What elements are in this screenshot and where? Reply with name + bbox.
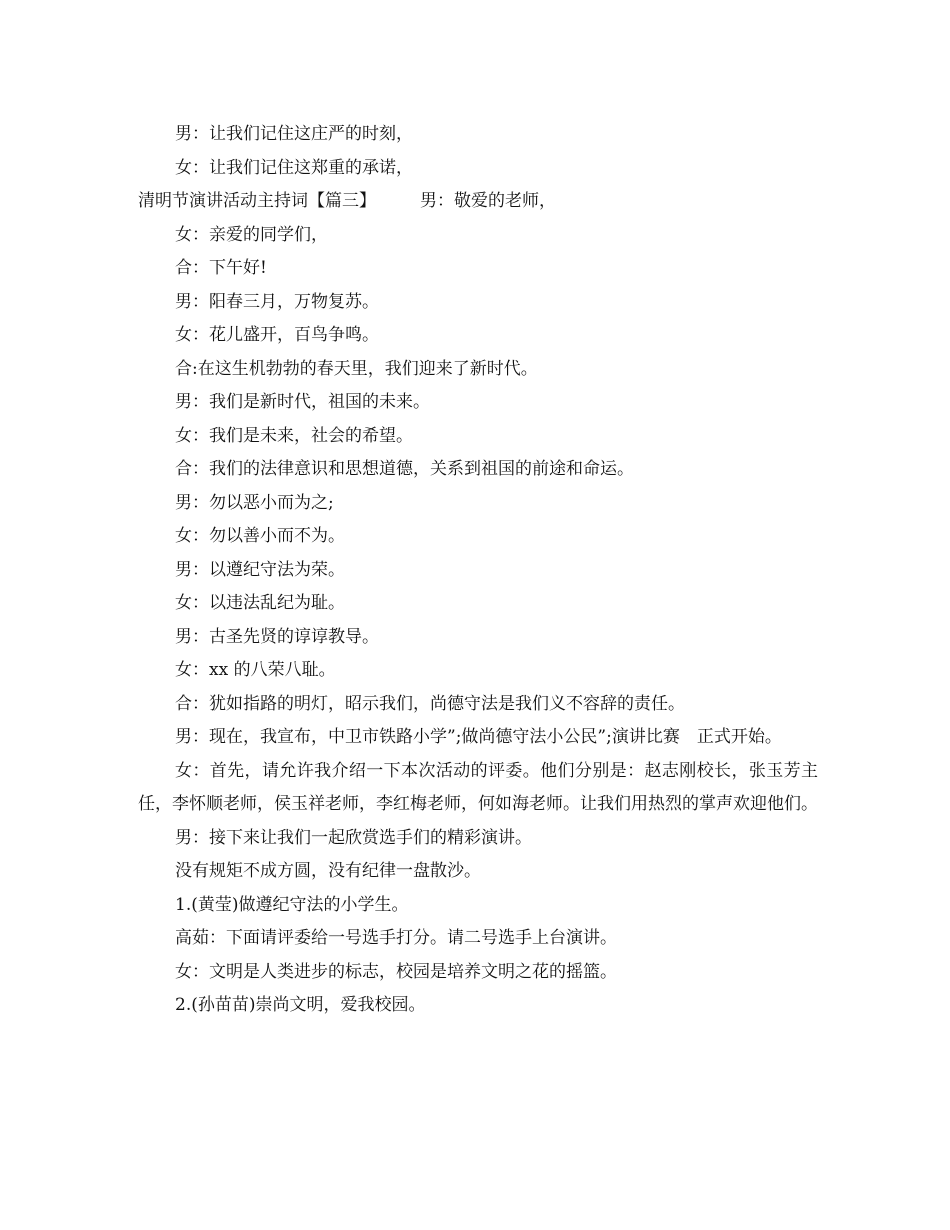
text-line: 女：以违法乱纪为耻。 — [175, 593, 345, 613]
text-line: 没有规矩不成方圆，没有纪律一盘散沙。 — [175, 861, 481, 881]
text-line: 女：让我们记住这郑重的承诺， — [175, 157, 413, 178]
text-line: 男：我们是新时代，祖国的未来。 — [175, 392, 430, 412]
text-line: 高茹：下面请评委给一号选手打分。请二号选手上台演讲。 — [175, 928, 617, 948]
text-line: 合:在这生机勃勃的春天里，我们迎来了新时代。 — [175, 358, 538, 379]
text-line: 男：以遵纪守法为荣。 — [175, 559, 345, 580]
text-line: 男：阳春三月，万物复苏。 — [175, 291, 379, 312]
text-line: 女：亲爱的同学们， — [175, 224, 328, 245]
document-body — [138, 118, 818, 1023]
text-line: 男：让我们记住这庄严的时刻， — [175, 124, 413, 144]
text-line: 2.(孙苗苗)崇尚文明，爱我校园。 — [175, 995, 426, 1015]
text-line: 女：文明是人类进步的标志，校园是培养文明之花的摇篮。 — [175, 961, 617, 982]
section-heading-line — [138, 185, 818, 219]
text-line: 女：xx 的八荣八耻。 — [175, 660, 336, 680]
text-line: 合：下午好! — [175, 258, 267, 278]
paragraph-judges: 女：首先，请允许我介绍一下本次活动的评委。他们分别是：赵志刚校长，张玉芳主任，李怀顺老师，侯玉祥老师，李红梅老师，何如海老师。让我们用热烈的掌声欢迎他们。 — [138, 760, 818, 814]
text-line: 女：勿以善小而不为。 — [175, 526, 345, 546]
text-line: 女：我们是未来，社会的希望。 — [175, 425, 413, 446]
paragraph-announcement: 男：现在，我宣布，中卫市铁路小学”;做尚德守法小公民”;演讲比赛 正式开始。 — [175, 727, 782, 747]
text-line: 男：接下来让我们一起欣赏选手们的精彩演讲。 — [175, 827, 532, 848]
text-line: 男：勿以恶小而为之; — [175, 492, 334, 513]
text-line: 男：古圣先贤的谆谆教导。 — [175, 626, 379, 647]
section-title: 清明节演讲活动主持词【篇三】 — [138, 191, 376, 211]
text-line: 女：花儿盛开，百鸟争鸣。 — [175, 325, 379, 345]
text-line: 合：我们的法律意识和思想道德，关系到祖国的前途和命运。 — [175, 459, 634, 479]
text-line: 男：敬爱的老师， — [420, 191, 556, 211]
text-line: 1.(黄莹)做遵纪守法的小学生。 — [175, 894, 409, 915]
text-line: 合：犹如指路的明灯，昭示我们，尚德守法是我们义不容辞的责任。 — [175, 693, 685, 714]
